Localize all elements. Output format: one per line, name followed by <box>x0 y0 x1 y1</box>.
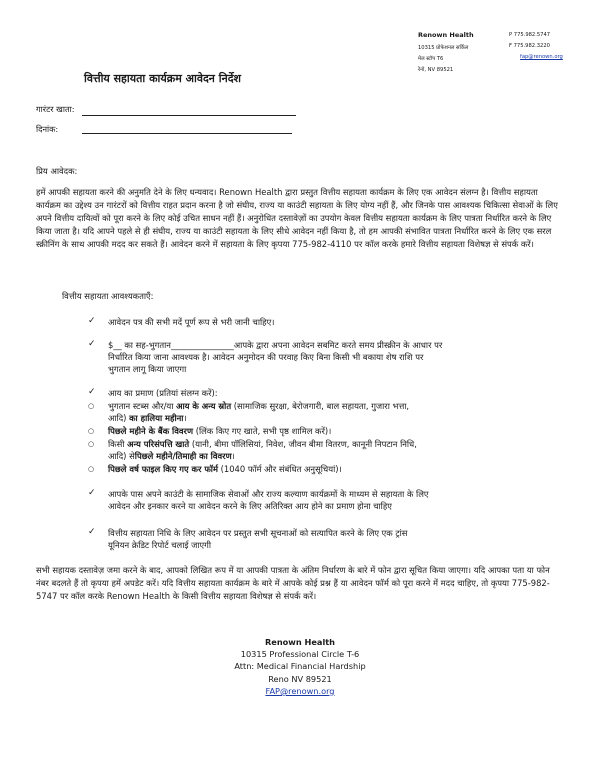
footer-address-line2: Attn: Medical Financial Hardship <box>234 661 366 672</box>
requirement-copay <box>108 339 538 376</box>
page-title: वित्तीय सहायता कार्यक्रम आवेदन निर्देश <box>84 72 242 85</box>
bullet-circle-icon: ○ <box>88 402 95 410</box>
date-label: दिनांक: <box>36 124 59 134</box>
org-name: Renown Health <box>418 31 474 39</box>
footer-address-line3: Reno NV 89521 <box>268 673 332 684</box>
date-field[interactable] <box>82 133 292 134</box>
check-icon: ✓ <box>88 339 96 349</box>
requirement-form-complete: आवेदन पत्र की सभी मदें पूर्ण रूप से भरी जानी चाहिए। <box>108 317 275 327</box>
bullet-circle-icon: ○ <box>88 427 95 435</box>
check-icon: ✓ <box>88 527 96 537</box>
requirement-credit-report: वित्तीय सहायता निधि के लिए आवेदन पर प्रस्तुत सभी सूचनाओं को सत्यापित करने के लिए एक ट्रांस यूनियन क्रेडिट रिपोर्ट चलाई जाएगी <box>108 528 408 551</box>
requirement-copay-line1: $__ का सह-भुगतान_______________आपके द्वारा अपना आवेदन सबमिट करते समय प्रीस्क्रीन के आधार पर <box>108 340 443 350</box>
org-address-line3: रेनो, NV 89521 <box>418 67 454 73</box>
guarantor-account-field[interactable] <box>82 115 296 116</box>
check-icon: ✓ <box>88 488 96 498</box>
org-phone: P 775.982.5747 <box>509 32 551 38</box>
requirement-county-services: आपके पास अपने काउंटी के सामाजिक सेवाओं और राज्य कल्याण कार्यक्रमों के माध्यम से सहायता के लिए आवेदन और इनकार करने या आवेदन करने के लिए अतिरिक्त आय होने का प्रमाण होना चाहिए <box>108 489 429 512</box>
requirements-heading: वित्तीय सहायता आवश्यकताएँ: <box>62 291 154 301</box>
intro-paragraph: हमें आपकी सहायता करने की अनुमति देने के लिए धन्यवाद। Renown Health द्वारा प्रस्तुत वित्तीय सहायता कार्यक्रम के लिए एक आवेदन संलग्न है। वित्तीय सहायता कार्यक्रम का उद्देश्य उन गारंटरों को वित्तीय राहत प्रदान करना है जो संघीय, राज्य या काउंटी सहायता के लिए योग्य नहीं हैं, और जिनके पास आवश्यक चिकित्सा सेवाओं के लिए अपने वित्तीय दायित्वों को पूरा करने के लिए कोई उचित साधन नहीं हैं। अनुरोधित दस्तावेज़ों का उपयोग केवल वित्तीय सहायता कार्यक्रम के लिए पात्रता निर्धारित करने के लिए किया जाता है। यदि आपने पहले से ही संघीय, राज्य या काउंटी सहायता के लिए सीधे आवेदन नहीं किया है, तो हम आपकी संभावित पात्रता निर्धारित करने के लिए एक सरल स्क्रीनिंग के साथ आपकी मदद कर सकते हैं। आवेदन करने में सहायता के लिए कृपया 775-982-4110 पर कॉल करके हमारे वित्तीय सहायता विशेषज्ञ से संपर्क करें। <box>36 187 558 249</box>
org-address-line1: 10315 प्रोफेशनल सर्किल <box>418 45 469 51</box>
org-address-line2: मेल स्टॉप T6 <box>418 56 444 62</box>
footer-org-name: Renown Health <box>264 637 336 647</box>
requirement-copay-line3: भुगतान लागू किया जाएगा <box>108 364 187 375</box>
check-icon: ✓ <box>88 316 96 326</box>
bullet-circle-icon: ○ <box>88 440 95 448</box>
requirement-income-proof: आय का प्रमाण (प्रतियां संलग्न करें): <box>108 388 218 398</box>
income-proof-bank-statement: पिछले महीने के बैंक विवरण (लिंक किए गए खाते, सभी पृष्ठ शामिल करें)। <box>108 426 332 436</box>
footer-address-line1: 10315 Professional Circle T-6 <box>240 649 360 660</box>
salutation: प्रिय आवेदक: <box>36 166 78 176</box>
footer-email-link[interactable]: FAP@renown.org <box>265 685 335 696</box>
bullet-circle-icon: ○ <box>88 465 95 473</box>
requirement-copay-line2: निर्धारित किया जाना आवश्यक है। आवेदन अनुमोदन की परवाह किए बिना किसी भी बकाया शेष राशि पर <box>108 352 424 363</box>
income-proof-paystubs: भुगतान स्टब्स और/या आय के अन्य स्रोत (सामाजिक सुरक्षा, बेरोजगारी, बाल सहायता, गुजारा भत्ता, आदि) का हालिया महीना। <box>108 401 410 424</box>
footer-address <box>150 636 450 697</box>
closing-paragraph: सभी सहायक दस्तावेज़ जमा करने के बाद, आपको लिखित रूप में या आपकी पात्रता के अंतिम निर्धारण के बारे में फोन द्वारा सूचित किया जाएगा। यदि आपका पता या फोन नंबर बदलते हैं तो कृपया हमें अपडेट करें। यदि वित्तीय सहायता कार्यक्रम के बारे में आपके कोई प्रश्न हैं या आवेदन फॉर्म को पूरा करने में मदद चाहिए, तो कृपया 775-982-5747 पर कॉल करके Renown Health के किसी वित्तीय सहायता विशेषज्ञ से संपर्क करें। <box>36 565 550 601</box>
income-proof-tax-forms: पिछले वर्ष फाइल किए गए कर फॉर्म (1040 फॉर्म और संबंधित अनुसूचियां)। <box>108 464 342 474</box>
check-icon: ✓ <box>88 387 96 397</box>
org-email-link[interactable]: fap@renown.org <box>520 54 563 60</box>
org-fax: F 775.982.3220 <box>509 43 550 49</box>
guarantor-account-label: गारंटर खाता: <box>36 104 75 114</box>
income-proof-other-assets: किसी अन्य परिसंपत्ति खाते (यानी, बीमा पॉलिसियां, निवेश, जीवन बीमा वितरण, कानूनी निपटान निधि, आदि) सेपिछले महीने/तिमाही का विवरण। <box>108 439 417 462</box>
